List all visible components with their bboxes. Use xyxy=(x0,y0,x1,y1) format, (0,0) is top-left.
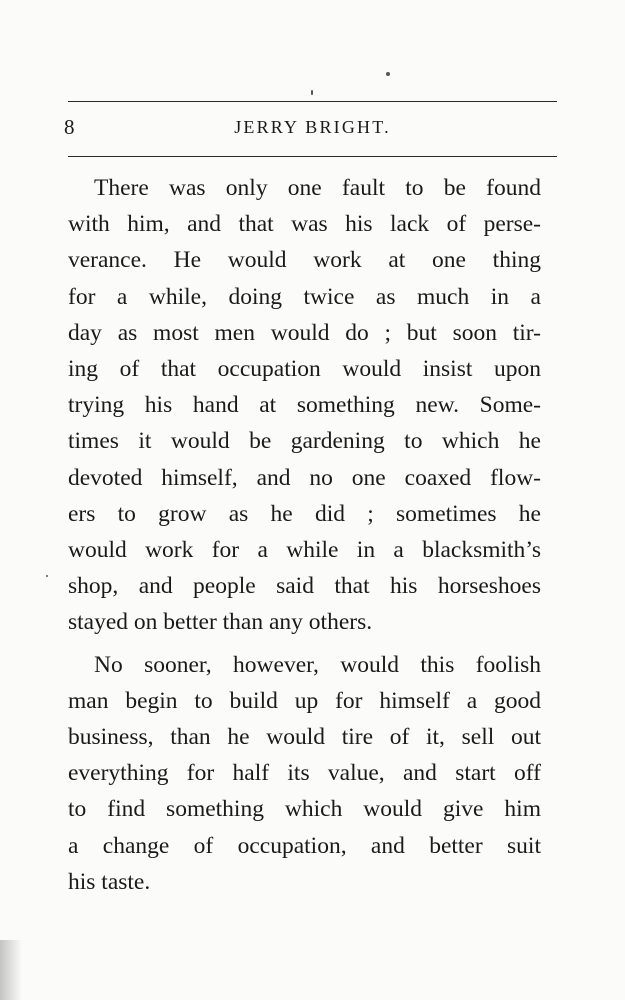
paragraph-2 xyxy=(68,647,541,900)
text-line: trying his hand at something new. Some- xyxy=(68,392,541,419)
text-line: ing of that occupation would insist upon xyxy=(68,356,541,383)
text-line: his taste. xyxy=(68,868,151,895)
text-line: times it would be gardening to which he xyxy=(68,428,541,455)
text-line: devoted himself, and no one coaxed flow- xyxy=(68,464,541,491)
paragraph-1 xyxy=(68,170,541,641)
body-text xyxy=(68,170,541,900)
text-line: everything for half its value, and start off xyxy=(68,760,541,787)
text-line: man begin to build up for himself a good xyxy=(68,687,541,714)
text-line: would work for a while in a blacksmith’s xyxy=(68,537,541,564)
text-line: a change of occupation, and better suit xyxy=(68,832,541,859)
text-line: with him, and that was his lack of perse- xyxy=(68,211,541,238)
text-line: verance. He would work at one thing xyxy=(68,247,541,274)
page-number: 8 xyxy=(64,115,75,139)
ink-speck xyxy=(386,72,390,76)
text-line: to find something which would give him xyxy=(68,796,541,823)
text-line: shop, and people said that his horseshoes xyxy=(68,573,541,600)
text-line: for a while, doing twice as much in a xyxy=(68,283,541,310)
text-line: No sooner, however, would this foolish xyxy=(94,651,541,678)
text-line: day as most men would do ; but soon tir- xyxy=(68,319,541,346)
header-rule-bottom xyxy=(68,156,557,157)
header-rule-top xyxy=(68,101,557,102)
running-head: JERRY BRIGHT. xyxy=(234,117,391,137)
text-line: business, than he would tire of it, sell out xyxy=(68,724,541,751)
ink-speck xyxy=(46,575,48,577)
text-line: stayed on better than any others. xyxy=(68,609,373,636)
ink-speck xyxy=(311,90,313,95)
text-line: There was only one fault to be found xyxy=(94,175,541,201)
text-line: ers to grow as he did ; sometimes he xyxy=(68,500,541,527)
page-edge-shadow xyxy=(0,940,22,1000)
